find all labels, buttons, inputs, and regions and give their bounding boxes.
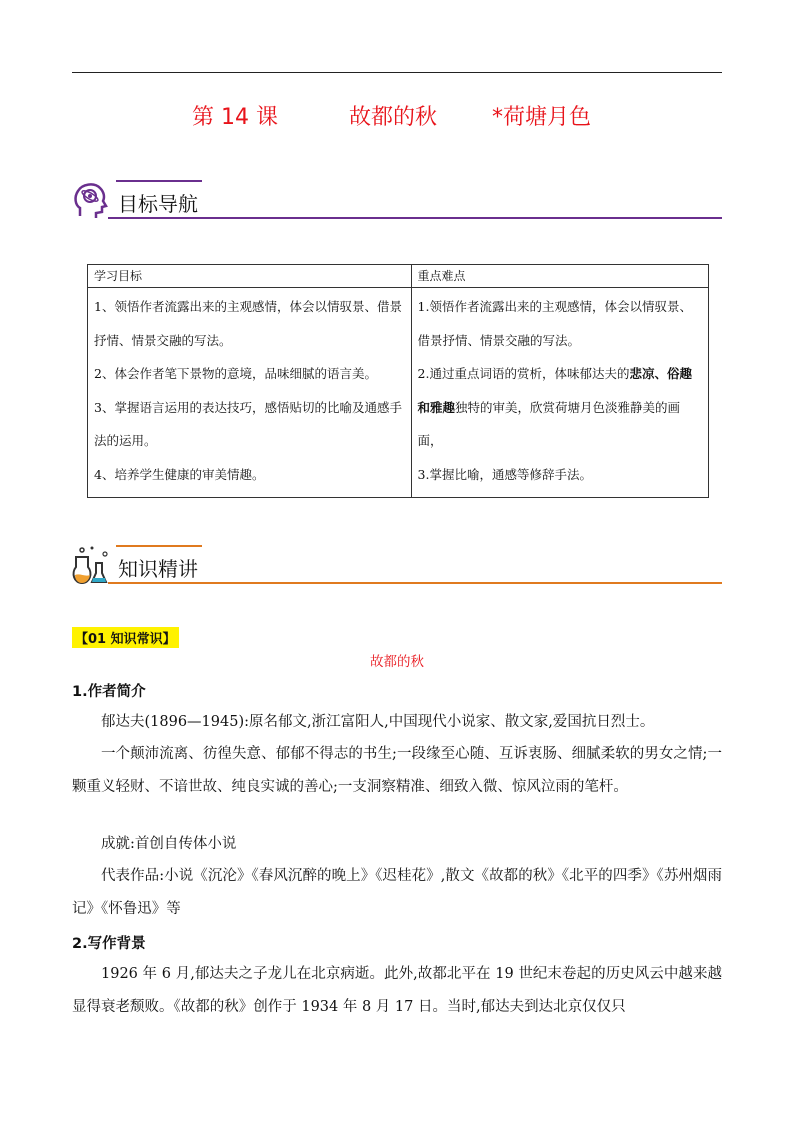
goal-item: 2、体会作者笔下景物的意境，品味细腻的语言美。 [94, 366, 377, 381]
brain-head-icon [72, 180, 110, 220]
learning-goals-cell [88, 288, 412, 498]
paragraph: 1926 年 6 月,郁达夫之子龙儿在北京病逝。此外,故都北平在 19 世纪末卷起的历史风云中越来越显得衰老颓败。《故都的秋》创作于 1934 年 8 月 17 日。当时,郁达夫到达北京仅仅只 [72, 966, 722, 1015]
key-point-item: 3.掌握比喻，通感等修辞手法。 [417, 466, 592, 482]
table-header: 重点难点 [411, 265, 708, 288]
paragraph: 郁达夫(1896—1945):原名郁文,浙江富阳人,中国现代小说家、散文家,爱国抗日烈士。 [101, 714, 655, 730]
emphasis-text: 悲凉 [629, 366, 655, 381]
knowledge-tag: 【01 知识常识】 [72, 627, 179, 648]
section-goals-nav [72, 180, 722, 220]
emphasis-text: 雅趣 [430, 399, 456, 415]
section-deco-line [116, 180, 202, 182]
section-title: 知识精讲 [118, 557, 198, 581]
goal-item: 1、领悟作者流露出来的主观感情，体会以情驭景、借景抒情、情景交融的写法。 [94, 299, 402, 348]
emphasis-text: 、 [654, 366, 667, 381]
key-points-cell [411, 288, 708, 498]
key-point-item: 1.领悟作者流露出来的主观感情，体会以情驭景、借景抒情、情景交融的写法。 [417, 299, 692, 348]
lesson-title [72, 100, 722, 134]
emphasis-text: 和 [417, 399, 431, 415]
table-row [88, 288, 709, 498]
section-deco-line [116, 545, 202, 547]
key-point-item [418, 357, 702, 458]
key-point-text: 2.通过重点词语的赏析，体味郁达夫的 [417, 366, 630, 381]
section-knowledge [72, 545, 722, 585]
heading-background: 2.写作背景 [72, 936, 146, 952]
article-subtitle: 故都的秋 [370, 654, 424, 670]
key-point-text: 独特的审美，欣赏荷塘月色淡雅静美的画面， [417, 399, 681, 448]
section-underline [108, 217, 722, 219]
goal-item: 4、培养学生健康的审美情趣。 [94, 466, 265, 482]
paragraph: 成就:首创自传体小说 [101, 836, 237, 852]
lesson-text-1: 故都的秋 [349, 105, 438, 130]
table-header-row [88, 265, 709, 288]
heading-author-intro: 1.作者简介 [72, 684, 146, 700]
lab-flask-icon [72, 545, 110, 585]
table-header: 学习目标 [88, 265, 412, 288]
lesson-number: 第 14 课 [192, 105, 278, 130]
section-title: 目标导航 [118, 192, 198, 216]
emphasis-text: 俗趣 [666, 366, 692, 381]
paragraph: 代表作品:小说《沉沦》《春风沉醉的晚上》《迟桂花》,散文《故都的秋》《北平的四季》《苏州烟雨记》《怀鲁迅》等 [72, 868, 722, 917]
top-rule [72, 72, 722, 73]
goal-item: 3、掌握语言运用的表达技巧，感悟贴切的比喻及通感手法的运用。 [94, 399, 402, 448]
goals-table [87, 264, 709, 498]
section-underline [108, 582, 722, 584]
paragraph: 一个颠沛流离、彷徨失意、郁郁不得志的书生;一段缘至心随、互诉衷肠、细腻柔软的男女之情;一颗重义轻财、不谙世故、纯良实诚的善心;一支洞察精准、细致入微、惊风泣雨的笔杆。 [72, 746, 722, 795]
lesson-text-2: *荷塘月色 [492, 105, 592, 130]
